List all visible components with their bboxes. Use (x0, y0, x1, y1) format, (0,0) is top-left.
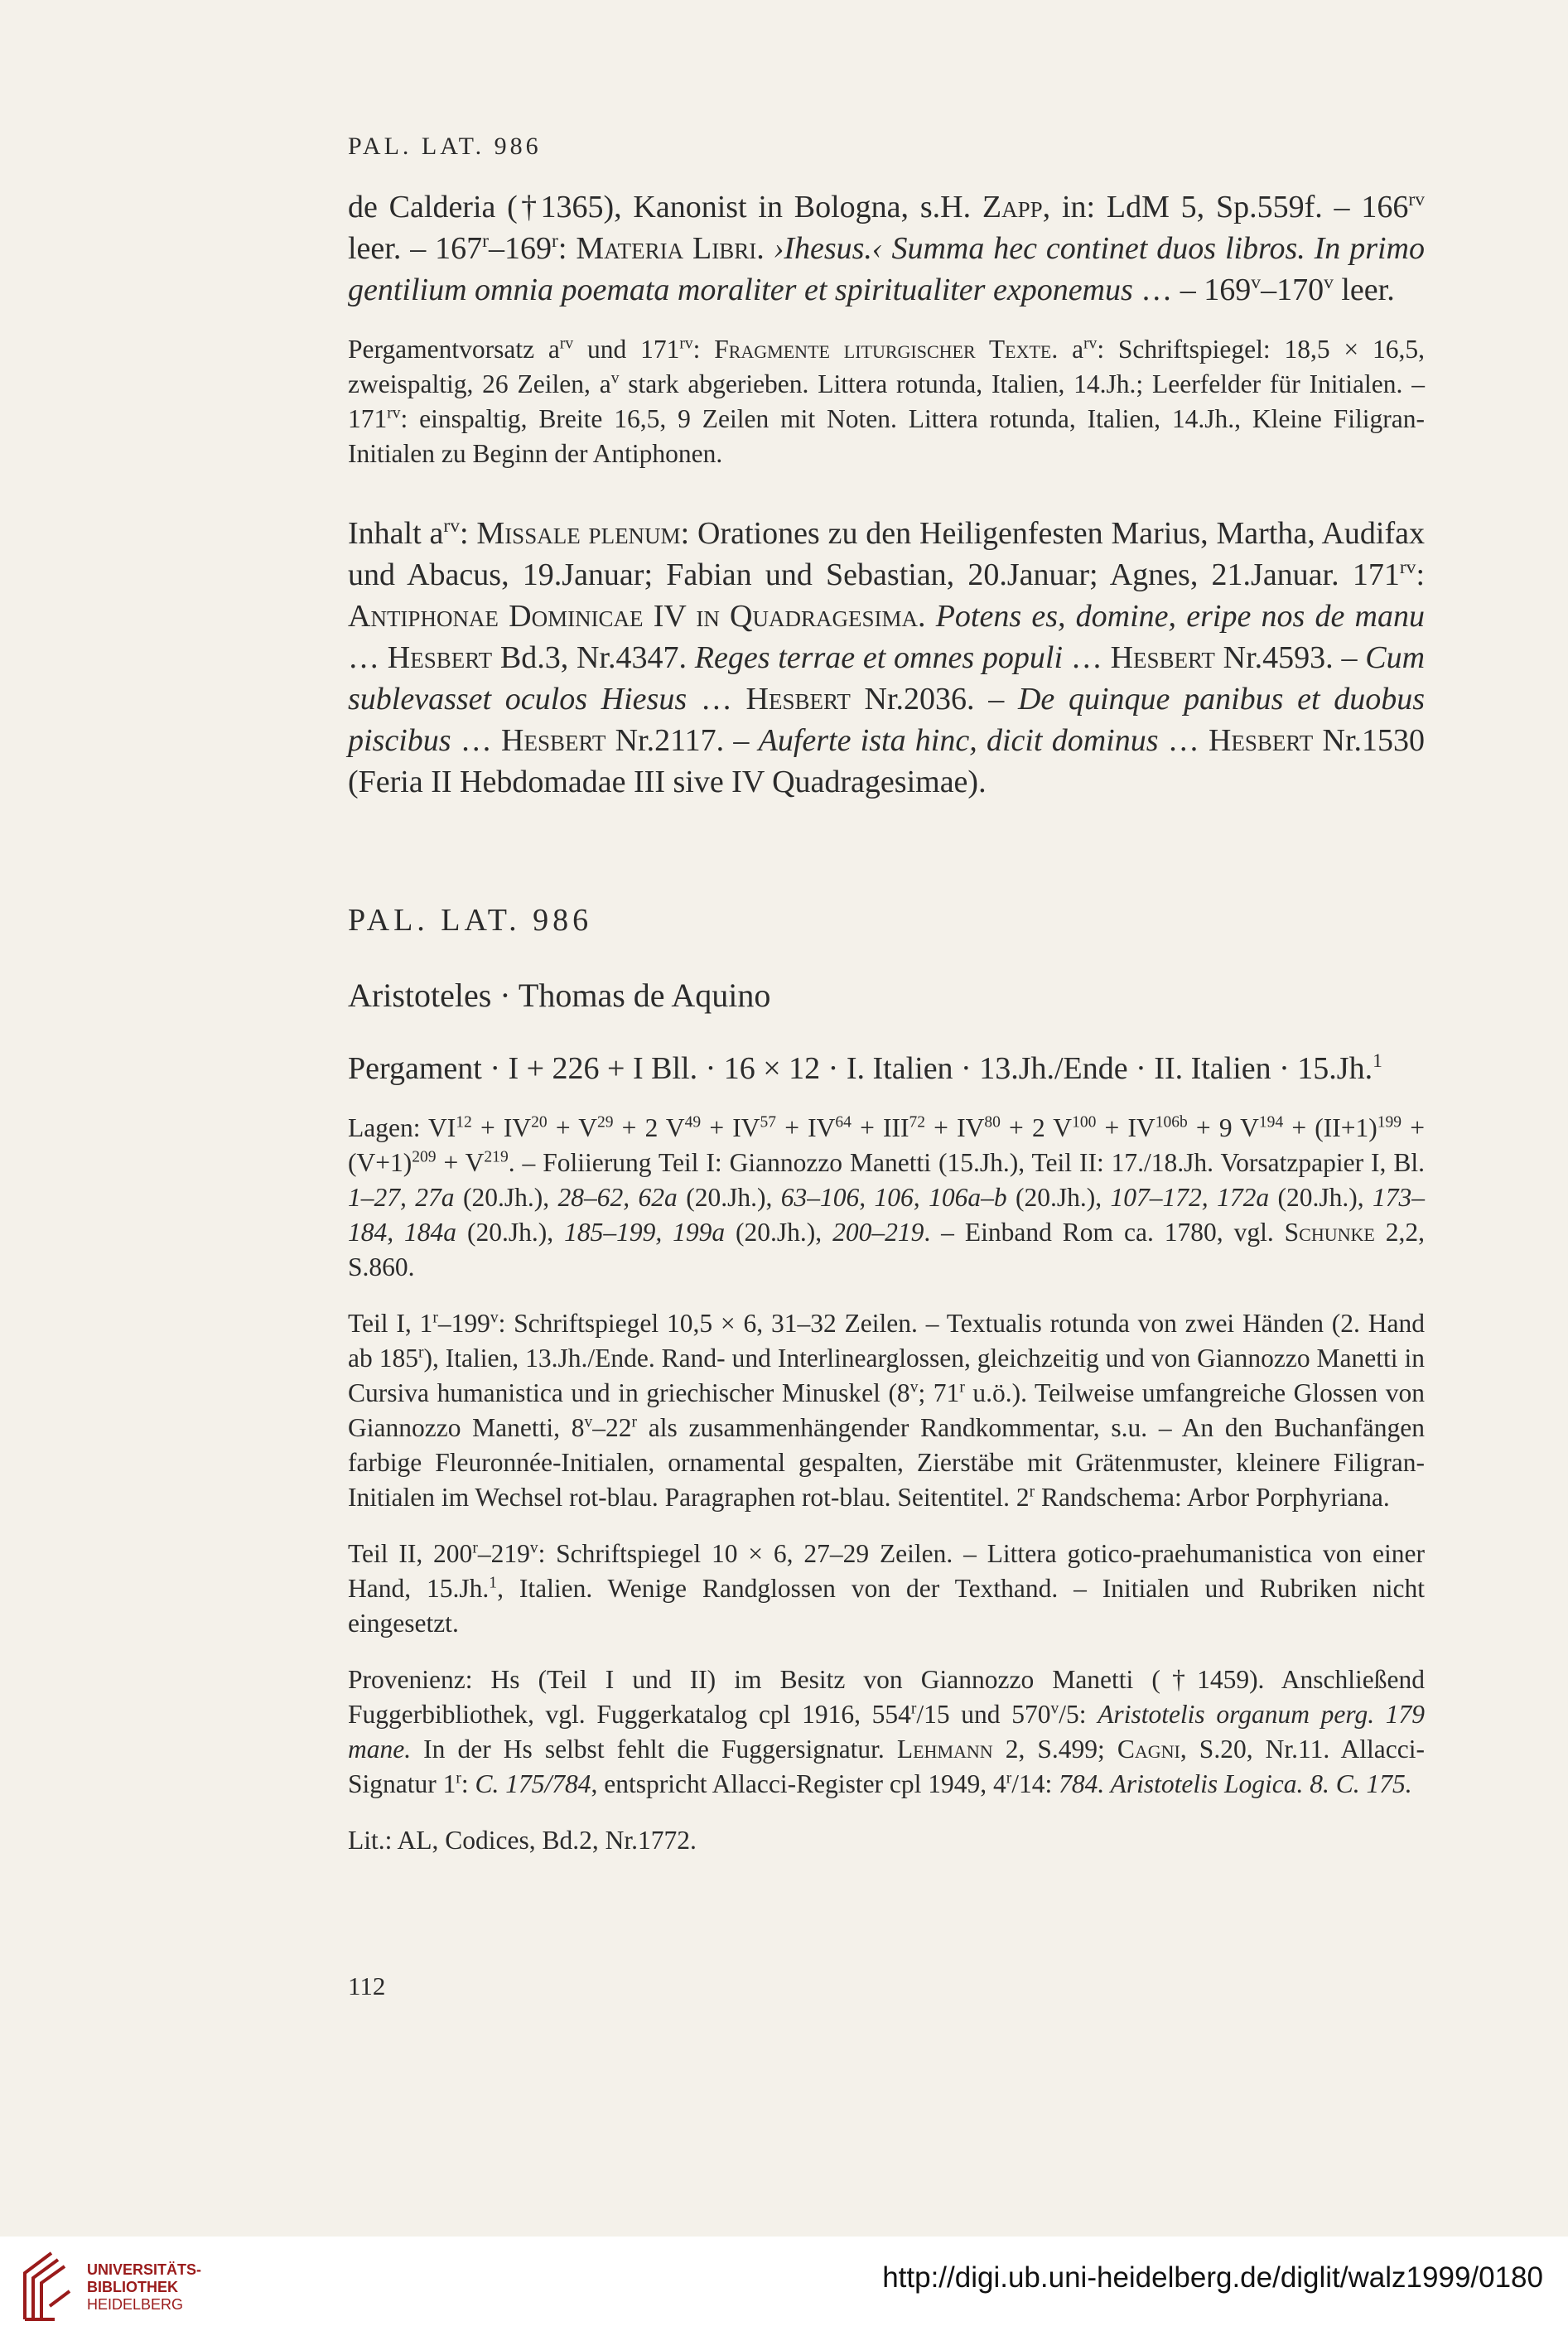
paragraph-teil-2: Teil II, 200$^r$–219$^v$: Schriftspiegel 10 × 6, 27–29 Zeilen. – Littera gotico-praehumanistica von einer Hand, 15.Jh.$^1$, Italien. Wenige Randglossen von der Texthand. – Initialen und Rubriken nicht eingesetzt. (348, 1539, 1425, 1638)
library-name: UNIVERSITÄTS- BIBLIOTHEK HEIDELBERG (87, 2261, 202, 2313)
paragraph-teil-1: Teil I, 1$^r$–199$^v$: Schriftspiegel 10,5 × 6, 31–32 Zeilen. – Textualis rotunda von zwei Händen (2. Hand ab 185$^r$), Italien, 13.Jh./Ende. Rand- und Interlinearglossen, gleichzeitig und von Giannozzo Manetti in Cursiva humanistica und in griechischer Minuskel (8$^v$; 71$^r$ u.ö.). Teilweise umfangreiche Glossen von Giannozzo Manetti, 8$^v$–22$^r$ als zusammenhängender Randkommentar, s.u. – An den Buchanfängen farbige Fleuronnée-Initialen, ornamental gespalten, Zierstäbe mit Grätenmuster, kleinere Filigran-Initialen im Wechsel rot-blau. Paragraphen rot-blau. Seitentitel. 2$^r$ Randschema: Arbor Porphyriana. (348, 1309, 1425, 1512)
footer-bar (0, 2237, 1568, 2350)
paragraph-provenienz: Provenienz: Hs (Teil I und II) im Besitz von Giannozzo Manetti (†1459). Anschließend Fuggerbibliothek, vgl. Fuggerkatalog cpl 1916, 554$^r$/15 und 570$^v$/5: Aristotelis organum perg. 179 mane. In der Hs selbst fehlt die Fuggersignatur. Lehmann 2, S.499; Cagni, S.20, Nr.11. Allacci-Signatur 1$^r$: C. 175/784, entspricht Allacci-Register cpl 1949, 4$^r$/14: 784. Aristotelis Logica. 8. C. 175. (348, 1665, 1425, 1798)
paragraph-lagen: Lagen: $VI^{12} + IV^{20} + V^{29} + 2$ $V^{49} + IV^{57} + IV^{64} + III^{72} + IV^{80} + 2$ $V^{100} + IV^{106b} + 9$ $V^{194} + (II+1)^{199} + (V+1)^{209} + V^{219}$. – Foliierung Teil I: Giannozzo Manetti (15.Jh.), Teil II: 17./18.Jh. Vorsatzpapier I, Bl. 1–27, 27a (20.Jh.), 28–62, 62a (20.Jh.), 63–106, 106, 106a–b (20.Jh.), 107–172, 172a (20.Jh.), 173–184, 184a (20.Jh.), 185–199, 199a (20.Jh.), 200–219. – Einband Rom ca. 1780, vgl. Schunke 2,2, S.860. (348, 1113, 1426, 1281)
manuscript-summary: Pergament · I + 226 + I Bll. · 16 × 12 · I. Italien · 13.Jh./Ende · II. Italien · 15.Jh.$^1$ (348, 1050, 1382, 1086)
source-url-link[interactable]: http://digi.ub.uni-heidelberg.de/diglit/walz1999/0180 (882, 2261, 1543, 2294)
paragraph-inhalt: Inhalt $a^{rv}$: Missale plenum: Orationes zu den Heiligenfesten Marius, Martha, Audifax und Abacus, 19.Januar; Fabian und Sebastian, 20.Januar; Agnes, 21.Januar. $171^{rv}$: Antiphonae Dominicae IV in Quadragesima. Potens es, domine, eripe nos de manu … Hesbert Bd.3, Nr.4347. Reges terrae et omnes populi … Hesbert Nr.4593. – Cum sublevasset oculos Hiesus … Hesbert Nr.2036. – De quinque panibus et duobus piscibus … Hesbert Nr.2117. – Auferte ista hinc, dicit dominus … Hesbert Nr.1530 (Feria II Hebdomadae III sive IV Quadragesimae). (348, 514, 1426, 799)
section-heading: PAL. LAT. 986 (348, 903, 593, 938)
library-logo-icon (18, 2248, 73, 2323)
page-number: 112 (348, 1971, 386, 2000)
paragraph-calderia: de Calderia (†1365), Kanonist in Bologna, s.H. Zapp, in: LdM 5, Sp.559f. – $166^{rv}$ leer. – 167$^r$–169$^r$: Materia Libri. ›Ihesus.‹ Summa hec continet duos libros. In primo gentilium omnia poemata moraliter et spiritualiter exponemus … – 169$^v$–170$^v$ leer. (348, 188, 1425, 307)
main-column (348, 186, 1425, 1858)
running-head: PAL. LAT. 986 (348, 133, 542, 160)
manuscript-title: Aristoteles · Thomas de Aquino (348, 977, 771, 1014)
paragraph-literature: Lit.: AL, Codices, Bd.2, Nr.1772. (348, 1826, 697, 1855)
paragraph-pergamentvorsatz: Pergamentvorsatz $a^{rv}$ und $171^{rv}$: Fragmente liturgischer Texte. $a^{rv}$: Schriftspiegel: 18,5 × 16,5, zweispaltig, 26 Zeilen, $a^v$ stark abgerieben. Littera rotunda, Italien, 14.Jh.; Leerfelder für Initialen. – $171^{rv}$: einspaltig, Breite 16,5, 9 Zeilen mit Noten. Littera rotunda, Italien, 14.Jh., Kleine Filigran-Initialen zu Beginn der Antiphonen. (348, 335, 1425, 468)
